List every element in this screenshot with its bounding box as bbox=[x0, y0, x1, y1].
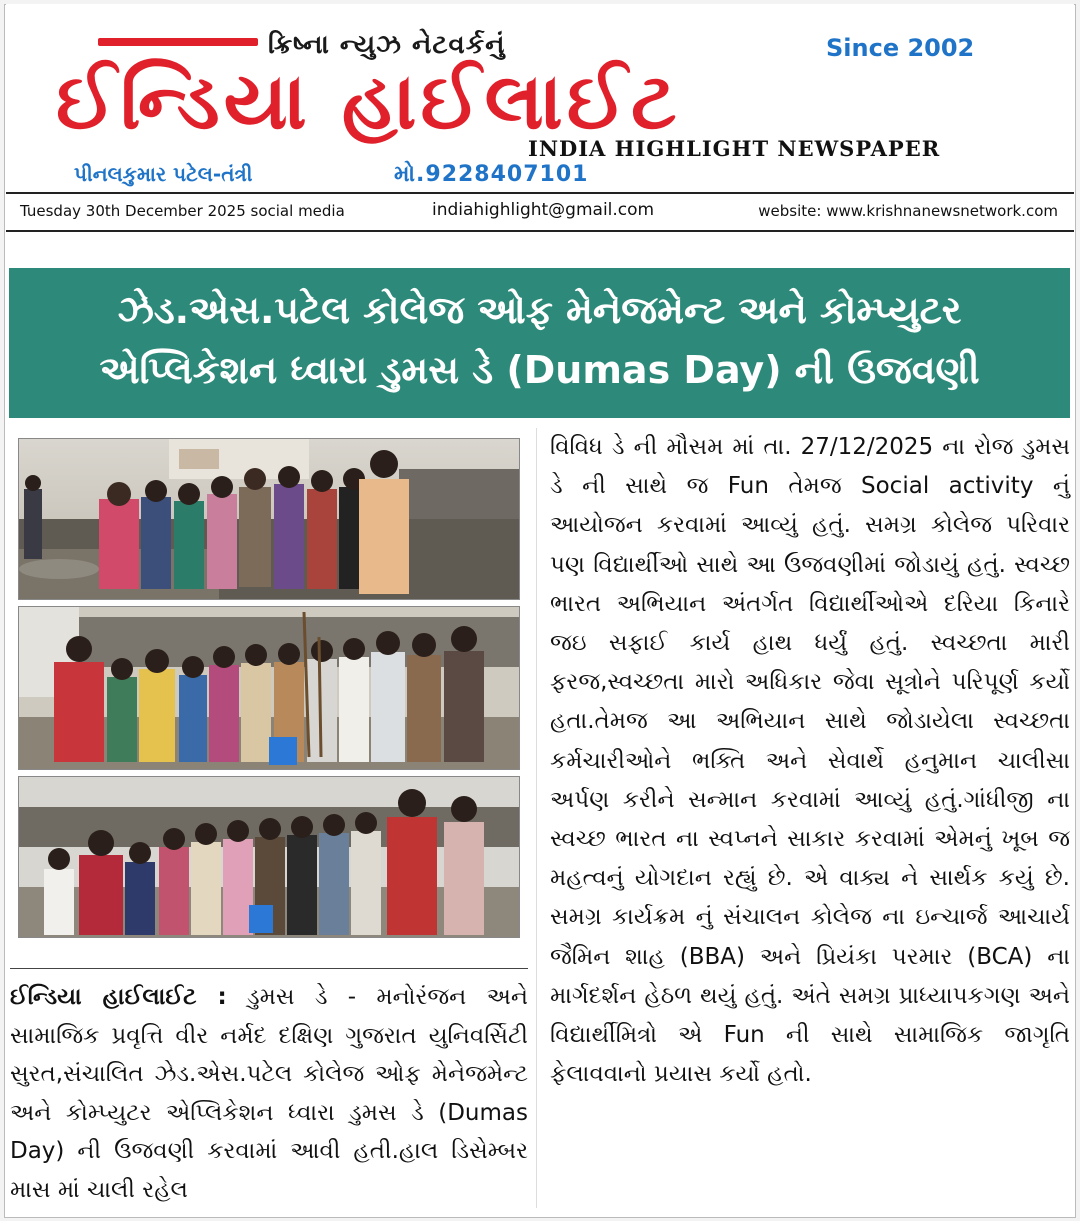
issue-date: Tuesday 30th December 2025 social media bbox=[20, 202, 345, 220]
website-link[interactable]: website: www.krishnanewsnetwork.com bbox=[758, 202, 1058, 220]
article-paragraph-right: વિવિધ ડે ની મૌસમ માં તા. 27/12/2025 ના રોજ ડુમસ ડે ની સાથે જ Fun તેમજ Social activity નું આયોજન કરવામાં આવ્યું હતું. સમગ્ર કોલેજ પરિવાર પણ વિદ્યાર્થીઓ સાથે આ ઉજવણીમાં જોડાયું હતું. સ્વચ્છ ભારત અભિયાન અંતર્ગત વિદ્યાર્થીઓએ દરિયા કિનારે જઇ સફાઈ કાર્ય હાથ ધર્યું હતું. સ્વચ્છતા મારી ફરજ,સ્વચ્છતા મારો અધિકાર જેવા સૂત્રોને પરિપૂર્ણ કર્યો હતા.તેમજ આ અભિયાન સાથે જોડાયેલા સ્વચ્છતા કર્મચારીઓને ભક્તિ અને સેવાર્થે હનુમાન ચાલીસા અર્પણ કરીને સન્માન કરવામાં આવ્યું હતું.ગાંધીજી ના સ્વચ્છ ભારત ના સ્વપ્નને સાકાર કરવામાં એમનું ખૂબ જ મહત્વનું યોગદાન રહ્યું છે. એ વાક્ય ને સાર્થક કયું છે. સમગ્ર કાર્યક્રમ નું સંચાલન કોલેજ ના ઇન્ચાર્જ આચાર્ય જૈમિન શાહ (BBA) અને પ્રિયંકા પરમાર (BCA) ના માર્ગદર્શન હેઠળ થયું હતું. અંતે સમગ્ર પ્રાધ્યાપકગણ અને વિદ્યાર્થીમિત્રો એ Fun ની સાથે સામાજિક જાગૃતિ ફેલાવવાનો પ્રયાસ કર્યો હતો. bbox=[550, 434, 1070, 1088]
editor-name: પીનલકુમાર પટેલ-તંત્રી bbox=[74, 162, 253, 186]
photo-group-beach-3 bbox=[18, 776, 520, 938]
article-body-left bbox=[10, 978, 528, 1210]
masthead bbox=[6, 4, 1074, 194]
column-divider bbox=[536, 428, 537, 1208]
photo-group-beach-1 bbox=[18, 438, 520, 600]
headline-line-1: ઝેડ.એસ.પટેલ કોલેજ ઓફ મેનેજમેન્ટ અને કોમ્પ્યુટર bbox=[117, 288, 962, 332]
article-paragraph-left: ડુમસ ડે - મનોરંજન અને સામાજિક પ્રવૃત્તિ વીર નર્મદ દક્ષિણ ગુજરાત યુનિવર્સિટી સુરત,સંચાલિત ઝેડ.એસ.પટેલ કોલેજ ઓફ મેનેજમેન્ટ અને કોમ્પ્યુટર એપ્લિકેશન ધ્વારા ડુમસ ડે (Dumas Day) ની ઉજવણી કરવામાં આવી હતી.હાલ ડિસેમ્બર માસ માં ચાલી રહેલ bbox=[10, 984, 528, 1203]
info-strip bbox=[6, 194, 1074, 232]
article-headline bbox=[9, 268, 1070, 418]
dateline-label: ઈન્ડિયા હાઈલાઈટ : bbox=[10, 984, 227, 1010]
newspaper-brand-logo: ઈન્ડિયા હાઈલાઈટ bbox=[56, 57, 681, 147]
newspaper-english-name: INDIA HIGHLIGHT NEWSPAPER bbox=[528, 136, 941, 161]
article-body-right bbox=[550, 428, 1070, 1094]
headline-line-2: એપ્લિકેશન ધ્વારા ડુમસ ડે (Dumas Day) ની ઉજવણી bbox=[99, 348, 980, 392]
since-label: Since 2002 bbox=[826, 34, 975, 62]
tagline-decoration bbox=[98, 38, 258, 46]
photo-group-beach-2 bbox=[18, 606, 520, 770]
tagline: ક્રિષ્ના ન્યુઝ નેટવર્કનું bbox=[268, 30, 506, 60]
left-column-rule bbox=[10, 968, 528, 969]
email-address[interactable]: indiahighlight@gmail.com bbox=[432, 200, 655, 220]
phone-number: મો.9228407101 bbox=[394, 162, 589, 187]
